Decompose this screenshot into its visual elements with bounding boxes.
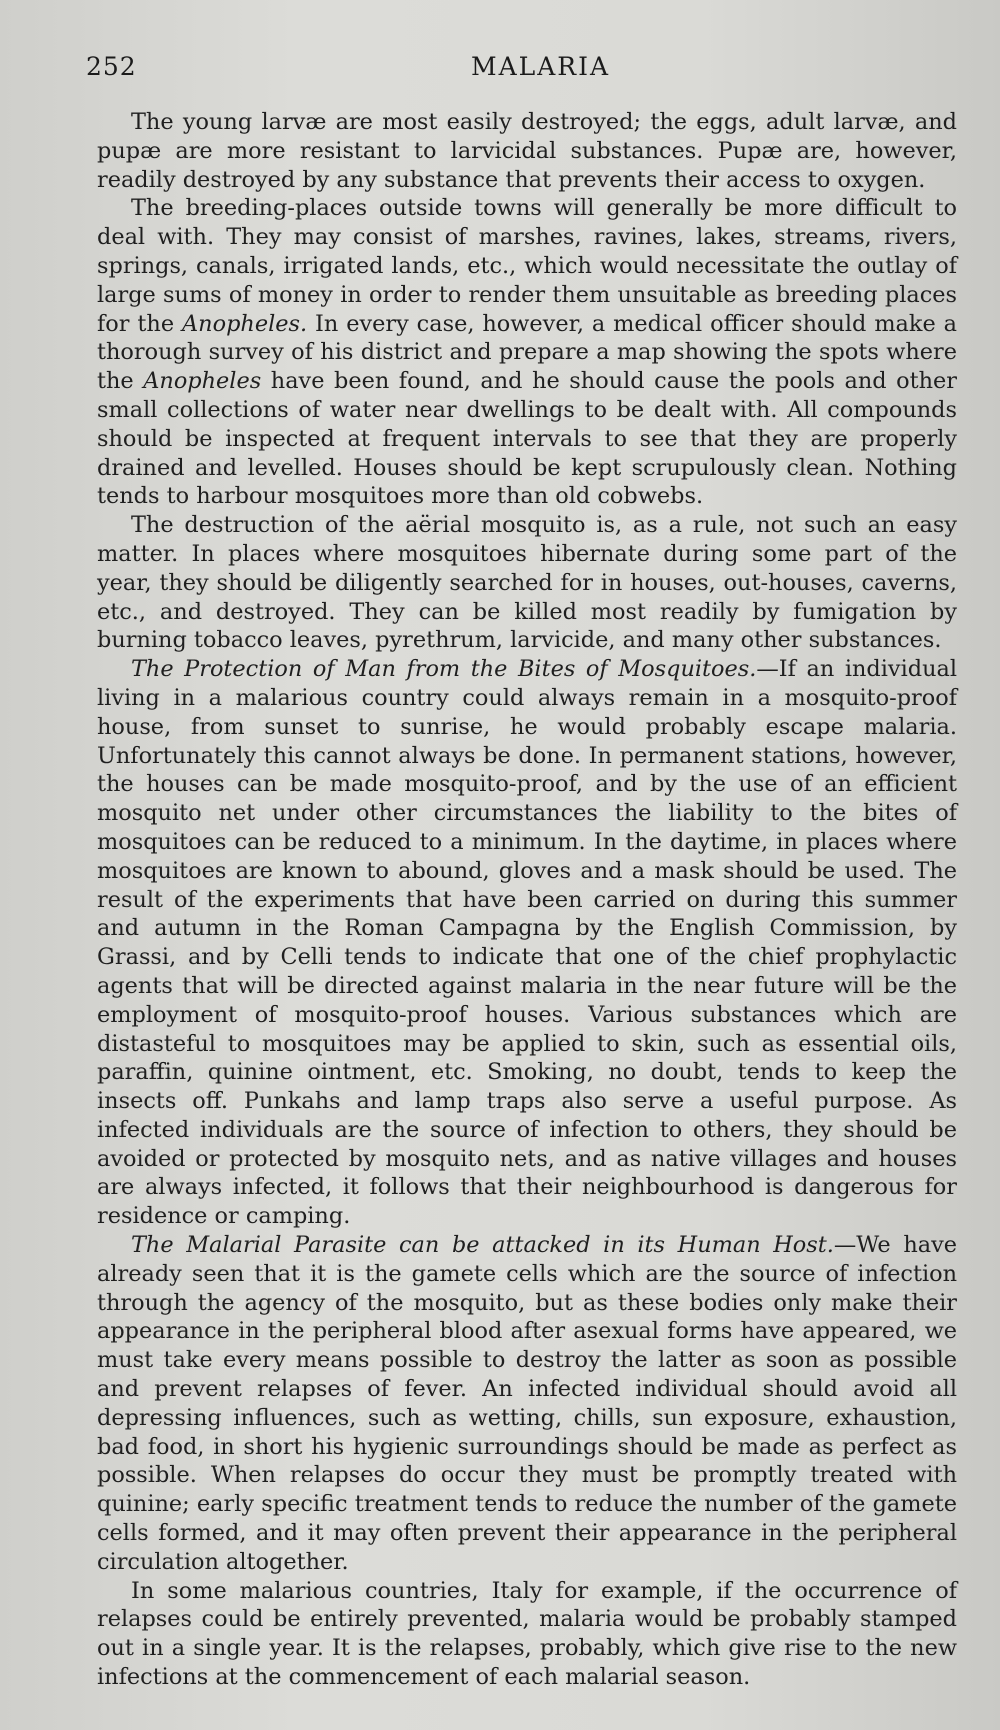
paragraph-text: —We have already seen that it is the gamete cells which are the source of infection through the agency of the mosquito, but as these bodies only make their appearance in the peripheral blood after asexual forms have appeared, we must take every means possible to destroy the latter as soon as possible and prevent relapses of fever. An infected individual should avoid all depressing influences, such as wetting, chills, sun exposure, exhaustion, bad food, in short his hygienic surroundings should be made as perfect as possible. When relapses do occur they must be promptly treated with quinine; early specific treatment tends to reduce the number of the gamete cells formed, and it may often prevent their appearance in the peripheral circulation altogether.: [97, 1232, 957, 1575]
paragraph-text: The destruction of the aërial mosquito is, as a rule, not such an easy matter. In places where mosquitoes hibernate during some part of the year, they should be diligently searched for in houses, out-houses, caverns, etc., and destroyed. They can be killed most readily by fumigation by burning tobacco leaves, pyrethrum, larvicide, and many other substances.: [97, 512, 957, 654]
paragraph-larvae: [97, 108, 957, 194]
italic-term: Anopheles.: [182, 310, 308, 337]
body-text: [97, 108, 957, 1692]
running-head: MALARIA: [471, 52, 611, 81]
paragraph-text: The breeding-places outside towns will generally be more difficult to deal with. They may consist of marshes, ravines, lakes, streams, rivers, springs, canals, irrigated lands, etc., which would necessitate the outlay of large sums of money in order to render them unsuitable as breeding places for the: [97, 195, 957, 337]
section-heading: The Malarial Parasite can be attacked in its Human Host.: [131, 1232, 834, 1259]
paragraph-text: The young larvæ are most easily destroyed; the eggs, adult larvæ, and pupæ are more resistant to larvicidal substances. Pupæ are, however, readily destroyed by any substance that prevents their access to oxygen.: [97, 109, 957, 193]
paragraph-aerial-mosquito: [97, 511, 957, 655]
page-header: [86, 52, 936, 92]
italic-term: Anopheles: [143, 368, 262, 395]
paragraph-protection-of-man: [97, 655, 957, 1231]
paragraph-text: In every case, however, a medical officer should make a thorough survey of his district and prepare a map showing the spots where the: [97, 310, 958, 395]
paragraph-text: —If an individual living in a malarious country could always remain in a mosquito-proof house, from sunset to sunrise, he would probably escape malaria. Unfortunately this cannot always be done. In permanent stations, however, the houses can be made mosquito-proof, and by the use of an efficient mosquito net under other circumstances the liability to the bites of mosquitoes can be reduced to a minimum. In the daytime, in places where mosquitoes are known to abound, gloves and a mask should be used. The result of the experiments that have been carried on during this summer and autumn in the Roman Campagna by the English Commission, by Grassi, and by Celli tends to indicate that one of the chief prophylactic agents that will be directed against malaria in the near future will be the employment of mosquito-proof houses. Various substances which are distasteful to mosquitoes may be applied to skin, such as essential oils, paraffin, quinine ointment, etc. Smoking, no doubt, tends to keep the insects off. Punkahs and lamp traps also serve a useful purpose. As infected individuals are the source of infection to others, they should be avoided or protected by mosquito nets, and as native villages and houses are always infected, it follows that their neighbourhood is dangerous for residence or camping.: [97, 656, 957, 1230]
paragraph-text: In some malarious countries, Italy for example, if the occurrence of relapses could be entirely prevented, malaria would be probably stamped out in a single year. It is the relapses, probably, which give rise to the new infections at the commencement of each malarial season.: [97, 1577, 957, 1691]
paragraph-text: have been found, and he should cause the pools and other small collections of water near dwellings to be dealt with. All compounds should be inspected at frequent intervals to see that they are properly drained and levelled. Houses should be kept scrupulously clean. Nothing tends to harbour mosquitoes more than old cobwebs.: [97, 368, 957, 510]
paragraph-breeding-places: [97, 194, 957, 511]
section-heading: The Protection of Man from the Bites of Mosquitoes.: [131, 656, 757, 683]
page-number: 252: [86, 52, 137, 81]
paragraph-relapses: [97, 1577, 957, 1692]
paragraph-malarial-parasite: [97, 1231, 957, 1577]
